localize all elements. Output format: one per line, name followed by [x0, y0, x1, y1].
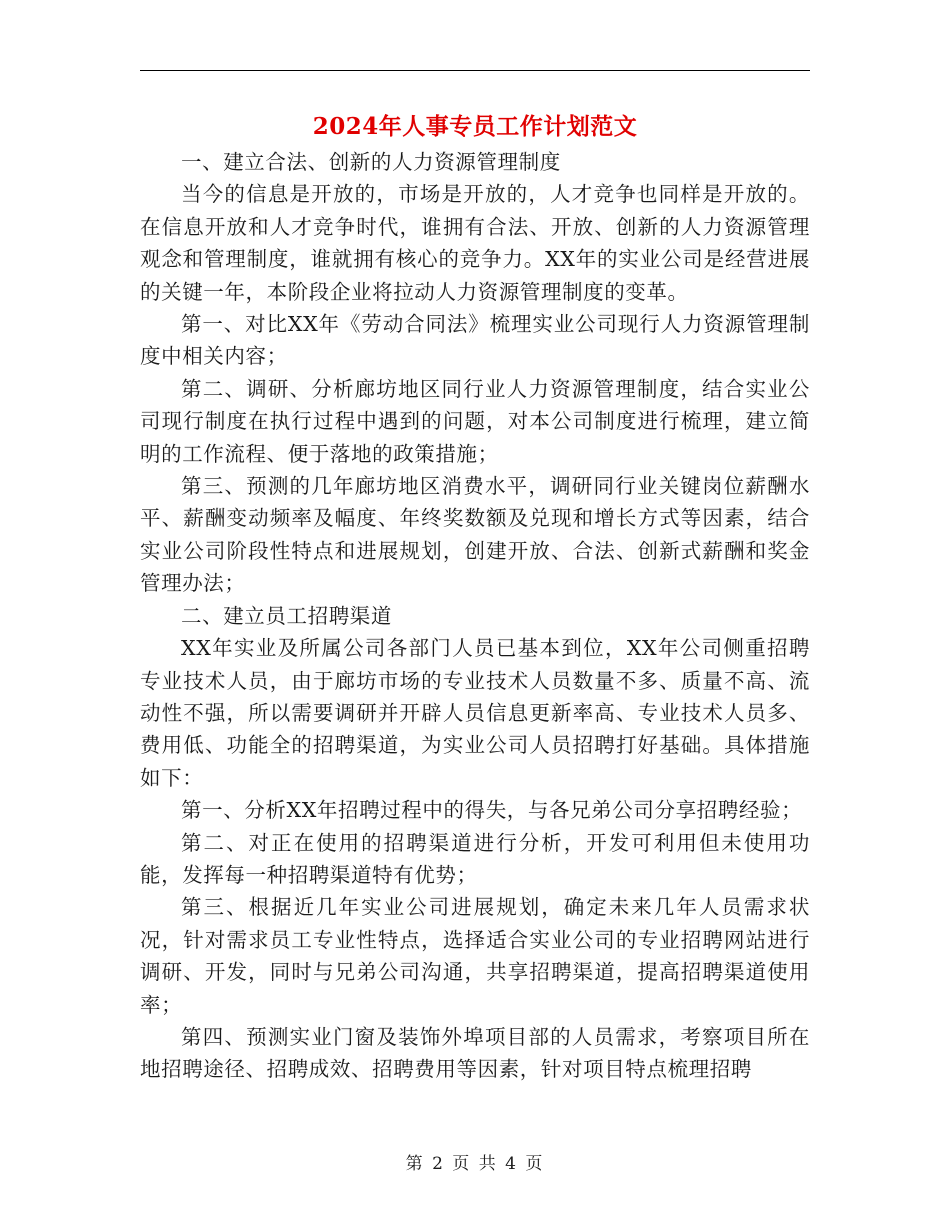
- page-number: 第 2 页 共 4 页: [405, 1154, 545, 1174]
- list-item: 第二、调研、分析廊坊地区同行业人力资源管理制度，结合实业公司现行制度在执行过程中遇到的问题，对本公司制度进行梳理，建立简明的工作流程、便于落地的政策措施；: [140, 376, 810, 466]
- paragraph: 当今的信息是开放的，市场是开放的，人才竞争也同样是开放的。在信息开放和人才竞争时代，谁拥有合法、开放、创新的人力资源管理观念和管理制度，谁就拥有核心的竞争力。XX年的实业公司是经营进展的关键一年，本阶段企业将拉动人力资源管理制度的变革。: [140, 182, 810, 304]
- document-body: [140, 146, 810, 1086]
- list-item: 第一、对比XX年《劳动合同法》梳理实业公司现行人力资源管理制度中相关内容；: [140, 312, 810, 369]
- list-item: 第三、预测的几年廊坊地区消费水平，调研同行业关键岗位薪酬水平、薪酬变动频率及幅度、年终奖数额及兑现和增长方式等因素，结合实业公司阶段性特点和进展规划，创建开放、合法、创新式薪酬和奖金管理办法；: [140, 474, 810, 596]
- list-item: 第四、预测实业门窗及装饰外埠项目部的人员需求，考察项目所在地招聘途径、招聘成效、招聘费用等因素，针对项目特点梳理招聘: [140, 1024, 810, 1082]
- list-item: 第一、分析XX年招聘过程中的得失，与各兄弟公司分享招聘经验；: [181, 798, 803, 823]
- list-item: 第三、根据近几年实业公司进展规划，确定未来几年人员需求状况，针对需求员工专业性特点，选择适合实业公司的专业招聘网站进行调研、开发，同时与兄弟公司沟通，共享招聘渠道，提高招聘渠道使用率；: [140, 895, 810, 1017]
- document-title: 2024年人事专员工作计划范文: [312, 113, 638, 140]
- paragraph: XX年实业及所属公司各部门人员已基本到位，XX年公司侧重招聘专业技术人员，由于廊坊市场的专业技术人员数量不多、质量不高、流动性不强，所以需要调研并开辟人员信息更新率高、专业技术人员多、费用低、功能全的招聘渠道，为实业公司人员招聘打好基础。具体措施如下：: [140, 636, 810, 790]
- header-rule: [140, 70, 810, 71]
- section-heading-1: 一、建立合法、创新的人力资源管理制度: [181, 150, 561, 174]
- section-heading-2: 二、建立员工招聘渠道: [181, 603, 392, 628]
- list-item: 第二、对正在使用的招聘渠道进行分析，开发可利用但未使用功能，发挥每一种招聘渠道特有优势；: [140, 830, 810, 887]
